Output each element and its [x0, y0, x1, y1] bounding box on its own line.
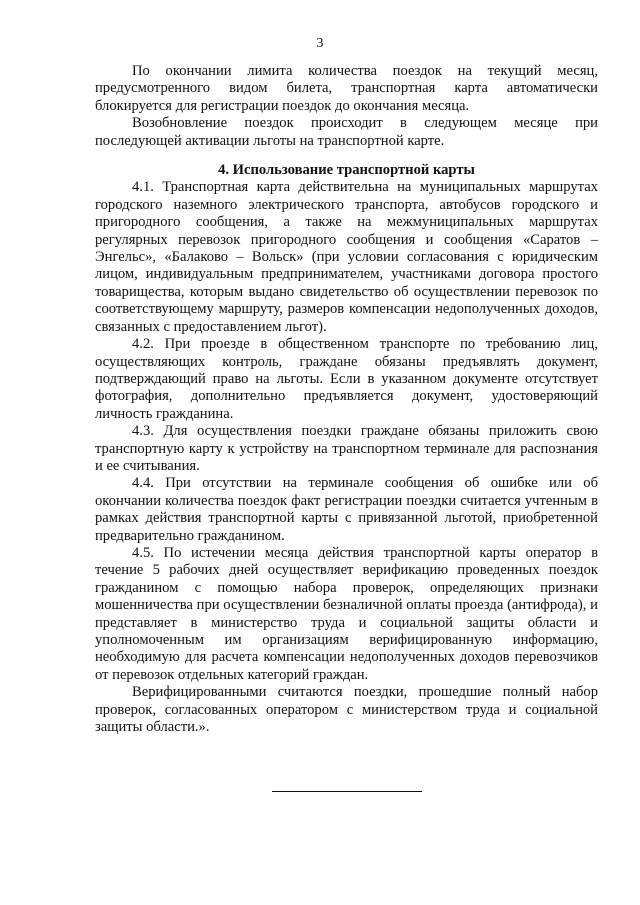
paragraph-4-5: 4.5. По истечении месяца действия транспортной карты оператор в течение 5 рабочих дней осуществляет верификацию проведенных поездок гражданином с помощью набора проверок, определяющих признаки мошенничества при осуществлении безналичной оплаты проезда (антифрода), и представляет в министерство труда и социальной защиты области и уполномоченным им организациям верифицированную информацию, необходимую для расчета компенсации недополученных доходов перевозчиков от перевозок отдельных категорий граждан.: [95, 544, 598, 683]
paragraph-4-4: 4.4. При отсутствии на терминале сообщения об ошибке или об окончании количества поездок факт регистрации поездки считается учтенным в рамках действия транспортной карты с привязанной льготой, приобретенной предварительно гражданином.: [95, 475, 598, 544]
section-heading: 4. Использование транспортной карты: [218, 162, 475, 179]
paragraph-4-3: 4.3. Для осуществления поездки граждане обязаны приложить свою транспортную карту к устройству на транспортном терминале для распознания и ее считывания.: [95, 423, 598, 474]
end-divider-line: [272, 791, 422, 792]
document-body: [95, 63, 598, 736]
paragraph-4-1: 4.1. Транспортная карта действительна на муниципальных маршрутах городского наземного электрического транспорта, автобусов городского и пригородного сообщения, а также на межмуниципальных маршрутах регулярных перевозок пригородного сообщения и сообщения «Саратов – Энгельс», «Балаково – Вольск» (при условии согласования с юридическим лицом, индивидуальным предпринимателем, участниками договора простого товарищества, которым выдано свидетельство об осуществлении перевозок по соответствующему маршруту, размеров компенсации недополученных доходов, связанных с предоставлением льгот).: [95, 179, 598, 335]
page-number: 3: [316, 36, 324, 51]
paragraph-trip-limit: По окончании лимита количества поездок на текущий месяц, предусмотренного видом билета, транспортная карта автоматически блокируется для регистрации поездок до окончания месяца.: [95, 63, 598, 114]
paragraph-4-2: 4.2. При проезде в общественном транспорте по требованию лиц, осуществляющих контроль, граждане обязаны предъявлять документ, подтверждающий право на льготы. Если в указанном документе отсутствует фотография, дополнительно предъявляется документ, удостоверяющий личность гражданина.: [95, 336, 598, 422]
paragraph-trip-renewal: Возобновление поездок происходит в следующем месяце при последующей активации льготы на транспортной карте.: [95, 115, 598, 149]
paragraph-verified-trips: Верифицированными считаются поездки, прошедшие полный набор проверок, согласованных оператором с министерством труда и социальной защиты области.».: [95, 684, 598, 736]
